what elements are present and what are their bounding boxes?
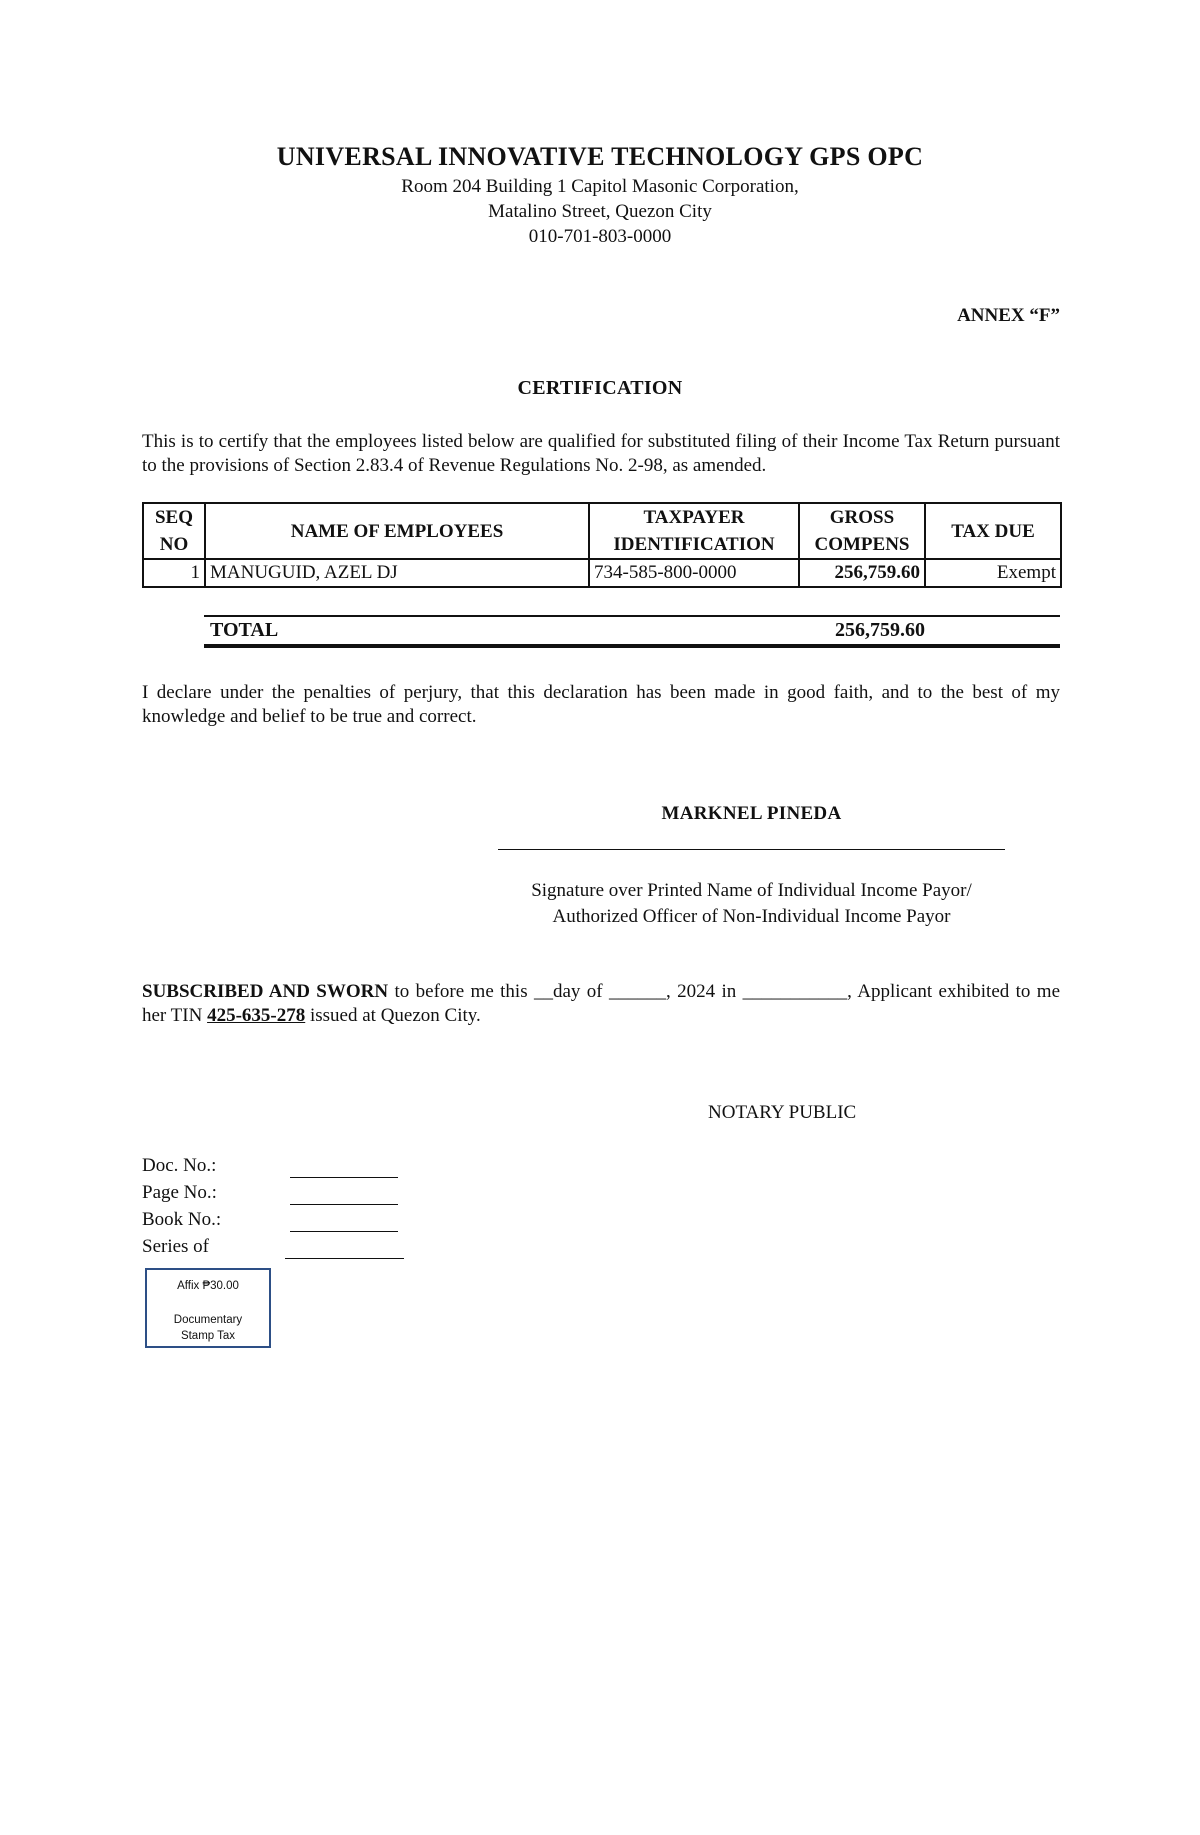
cell-employee-name: MANUGUID, AZEL DJ — [205, 559, 589, 587]
total-label: TOTAL — [210, 619, 279, 641]
jurat-bold-lead: SUBSCRIBED AND SWORN — [142, 981, 389, 1002]
table-header-row — [143, 503, 1061, 559]
jurat-text-part1: to before me this __day of ______, 2024 in ___________, Applicant exhibited to me her TIN — [142, 981, 1060, 1026]
header-gross-line1: GROSS — [829, 507, 895, 528]
book-no-line — [290, 1231, 398, 1232]
header-seq-line2: NO — [159, 534, 189, 555]
header-gross — [799, 503, 925, 559]
jurat-tin: 425-635-278 — [207, 1005, 306, 1026]
doc-no-label: Doc. No.: — [142, 1155, 217, 1176]
header-seq-line1: SEQ — [154, 507, 194, 528]
signature-line — [498, 849, 1005, 850]
stamp-line-3: Stamp Tax — [180, 1330, 236, 1342]
company-address-line-2: Matalino Street, Quezon City — [488, 201, 712, 222]
signature-caption-line-2: Authorized Officer of Non-Individual Income Payor — [552, 906, 951, 927]
company-address-line-1: Room 204 Building 1 Capitol Masonic Corporation, — [401, 176, 799, 197]
employees-table — [142, 502, 1062, 588]
cell-seq: 1 — [143, 559, 205, 587]
total-value: 256,759.60 — [835, 619, 925, 641]
jurat-text-part2: issued at Quezon City. — [305, 1005, 481, 1026]
stamp-line-2: Documentary — [173, 1314, 243, 1326]
signer-name: MARKNEL PINEDA — [661, 803, 842, 824]
total-bottom-rule — [204, 644, 1060, 648]
page-no-line — [290, 1204, 398, 1205]
certification-title: CERTIFICATION — [517, 377, 683, 399]
cell-tin: 734-585-800-0000 — [589, 559, 799, 587]
page-no-label: Page No.: — [142, 1182, 217, 1203]
header-tin-line1: TAXPAYER — [643, 507, 745, 528]
company-tin: 010-701-803-0000 — [528, 226, 672, 247]
stamp-lines — [147, 1312, 269, 1344]
table-row — [143, 559, 1061, 587]
header-seq-no — [143, 503, 205, 559]
header-name: NAME OF EMPLOYEES — [205, 503, 589, 559]
series-of-label: Series of — [142, 1236, 210, 1257]
header-gross-line2: COMPENS — [814, 534, 910, 555]
total-top-rule — [204, 615, 1060, 617]
cell-tax-due: Exempt — [925, 559, 1061, 587]
stamp-line-1: Affix ₱30.00 — [177, 1280, 239, 1292]
header-tin-line2: IDENTIFICATION — [613, 534, 775, 555]
notary-public-label: NOTARY PUBLIC — [708, 1102, 857, 1123]
header-tax-due: TAX DUE — [925, 503, 1061, 559]
book-no-label: Book No.: — [142, 1209, 222, 1230]
header-tin — [589, 503, 799, 559]
cell-gross: 256,759.60 — [799, 559, 925, 587]
documentary-stamp-box — [145, 1268, 271, 1348]
declaration-text: I declare under the penalties of perjury, that this declaration has been made in good faith, and to the best of my knowledge and belief to be true and correct. — [142, 682, 1060, 727]
certification-body: This is to certify that the employees listed below are qualified for substituted filing of their Income Tax Return pursuant to the provisions of Section 2.83.4 of Revenue Regulations No. 2-98, as amended. — [142, 431, 1060, 476]
signature-caption-line-1: Signature over Printed Name of Individual Income Payor/ — [531, 880, 972, 901]
series-of-line — [285, 1258, 404, 1259]
jurat-text — [142, 980, 1060, 1028]
company-name: UNIVERSAL INNOVATIVE TECHNOLOGY GPS OPC — [276, 142, 924, 171]
doc-no-line — [290, 1177, 398, 1178]
annex-label: ANNEX “F” — [957, 305, 1060, 326]
